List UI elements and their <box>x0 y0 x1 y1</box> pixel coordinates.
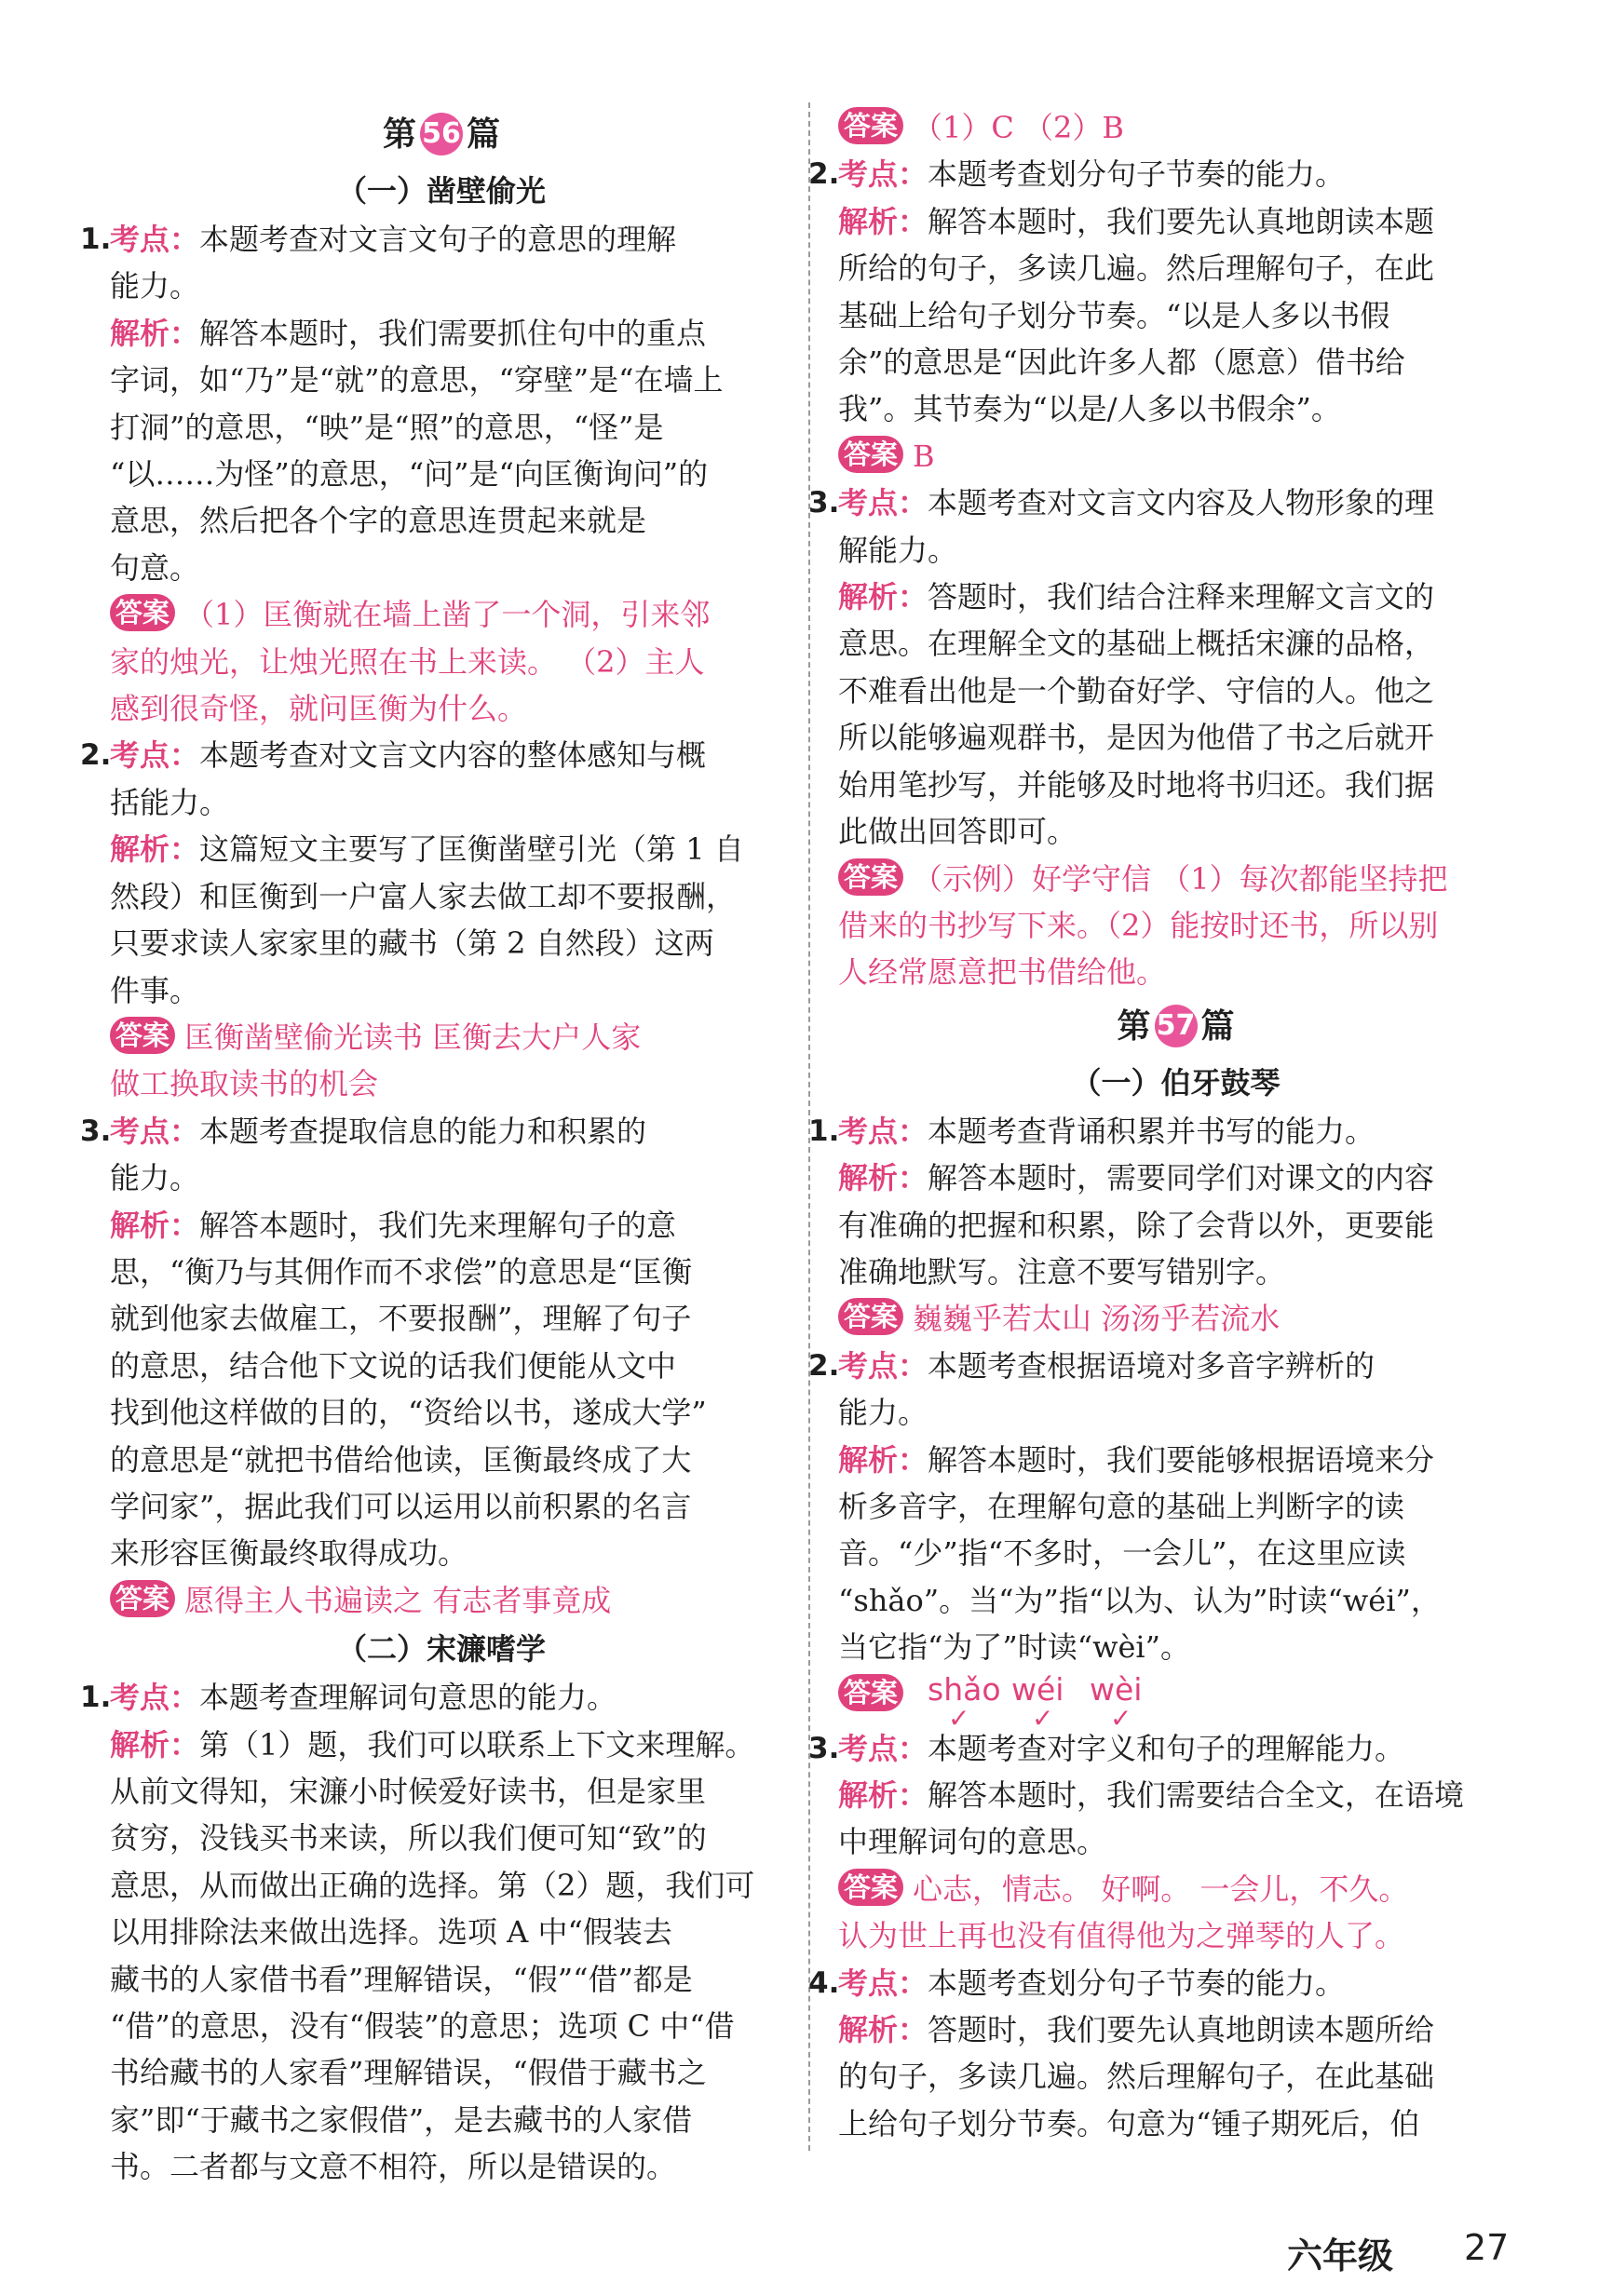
analysis-line <box>838 1772 1513 1818</box>
analysis-text: 解答本题时，我们需要结合全文，在语境 <box>928 1777 1465 1813</box>
answer-badge: 答案 <box>838 1674 903 1711</box>
question-line <box>80 216 773 263</box>
text-line: 此做出回答即可。 <box>838 814 1077 850</box>
answer-continuation: 人经常愿意把书借给他。 <box>838 954 1167 991</box>
answer-continuation: 做工换取读书的机会 <box>110 1066 379 1102</box>
answer-text: B <box>913 438 935 474</box>
section-title-57 <box>838 996 1513 1058</box>
passage-title: （二）宋濂嗜学 <box>336 1631 546 1668</box>
analysis-text: 解答本题时，我们先来理解句子的意 <box>199 1207 677 1243</box>
text-line: 字词，如“乃”是“就”的意思，“穿壁”是“在墙上 <box>110 362 724 398</box>
kaodian-label: 考点： <box>838 485 928 521</box>
passage-title: （一）凿壁偷光 <box>336 173 546 209</box>
question-number: 1. <box>80 1681 112 1715</box>
answer-badge: 答案 <box>110 1580 175 1617</box>
analysis-line <box>838 1437 1513 1483</box>
kaodian-text: 本题考查划分句子节奏的能力。 <box>928 156 1346 193</box>
text-line: “借”的意思，没有“假装”的意思；选项 C 中“借 <box>110 2008 735 2045</box>
kaodian-text: 本题考查对字义和句子的理解能力。 <box>928 1730 1405 1766</box>
jiexi-label: 解析： <box>110 831 200 868</box>
pinyin-answer: shǎo <box>928 1670 1001 1708</box>
pinyin-answer: wéi <box>1011 1670 1064 1708</box>
left-column <box>80 104 773 2191</box>
pinyin-answer-line <box>838 1670 1513 1734</box>
answer-badge: 答案 <box>838 436 903 473</box>
answer-line <box>838 856 1513 902</box>
jiexi-label: 解析： <box>838 203 928 239</box>
answer-continuation: 认为世上再也没有值得他为之弹琴的人了。 <box>838 1918 1405 1954</box>
text-line: 意思，然后把各个字的意思连贯起来就是 <box>110 503 647 539</box>
question-line <box>80 1674 773 1721</box>
text-line: 然段）和匡衡到一户富人家去做工却不要报酬， <box>110 878 737 914</box>
question-number: 4. <box>808 1965 840 2000</box>
pian-suffix: 篇 <box>1200 1006 1235 1046</box>
pian-number-badge: 56 <box>420 113 463 155</box>
text-line: 所以能够遍观群书，是因为他借了书之后就开 <box>838 720 1435 756</box>
text-line: 贫穷，没钱买书来读，所以我们便可知“致”的 <box>110 1820 707 1857</box>
text-line: 藏书的人家借书看”理解错误，“假”“借”都是 <box>110 1961 693 1997</box>
answer-text: （示例）好学守信 （1）每次都能坚持把 <box>913 860 1448 897</box>
answer-continuation: 家的烛光，让烛光照在书上来读。 （2）主人 <box>110 643 705 680</box>
question-line <box>808 479 1513 526</box>
answer-line <box>838 1295 1513 1342</box>
text-line: 家”即“于藏书之家假借”，是去藏书的人家借 <box>110 2101 693 2138</box>
answer-badge: 答案 <box>110 594 175 631</box>
text-line: 思，“衡乃与其佣作而不求偿”的意思是“匡衡 <box>110 1253 693 1290</box>
pian-number-badge: 57 <box>1155 1005 1198 1047</box>
text-line: 中理解词句的意思。 <box>838 1824 1107 1860</box>
jiexi-label: 解析： <box>838 579 928 615</box>
passage-title: （一）伯牙鼓琴 <box>1071 1064 1281 1101</box>
grade-label: 六年级 <box>1287 2235 1394 2276</box>
text-line: 来形容匡衡最终取得成功。 <box>110 1535 468 1572</box>
text-line: 有准确的把握和积累，除了会背以外，更要能 <box>838 1207 1435 1243</box>
question-number: 1. <box>808 1114 840 1148</box>
answer-text: 巍巍乎若太山 汤汤乎若流水 <box>913 1301 1281 1337</box>
answer-continuation: 感到很奇怪，就问匡衡为什么。 <box>110 691 528 727</box>
kaodian-text: 本题考查对文言文句子的意思的理解 <box>199 222 677 257</box>
pian-prefix: 第 <box>382 115 416 154</box>
text-line: 就到他家去做雇工，不要报酬”，理解了句子 <box>110 1301 692 1337</box>
analysis-text: 解答本题时，我们要先认真地朗读本题 <box>928 203 1435 239</box>
right-column <box>808 104 1513 2147</box>
analysis-text: 这篇短文主要写了匡衡凿壁引光（第 1 自 <box>199 831 744 868</box>
section-title-56 <box>110 104 773 166</box>
answer-line <box>838 1866 1513 1912</box>
answer-text: 心志，情志。 好啊。 一会儿，不久。 <box>913 1871 1409 1907</box>
kaodian-text: 本题考查根据语境对多音字辨析的 <box>928 1347 1375 1384</box>
jiexi-label: 解析： <box>838 1160 928 1196</box>
kaodian-label: 考点： <box>838 156 928 193</box>
answer-text: （1）匡衡就在墙上凿了一个洞，引来邻 <box>184 597 711 633</box>
text-line: 析多音字，在理解句意的基础上判断字的读 <box>838 1488 1405 1524</box>
text-line: 我”。其节奏为“以是/人多以书假余”。 <box>838 391 1341 427</box>
kaodian-label: 考点： <box>110 1680 200 1716</box>
kaodian-label: 考点： <box>838 1730 928 1766</box>
question-line <box>808 1343 1513 1389</box>
kaodian-label: 考点： <box>110 222 200 257</box>
kaodian-label: 考点： <box>110 1113 200 1149</box>
text-line: 的句子，多读几遍。然后理解句子，在此基础 <box>838 2059 1435 2095</box>
answer-text: （1）C （2）B <box>913 110 1124 145</box>
kaodian-text: 本题考查划分句子节奏的能力。 <box>928 1965 1346 2001</box>
analysis-text: 答题时，我们结合注释来理解文言文的 <box>928 579 1435 615</box>
analysis-text: 第（1）题，我们可以联系上下文来理解。 <box>199 1726 755 1763</box>
pian-suffix: 篇 <box>467 115 501 154</box>
text-line: 意思。在理解全文的基础上概括宋濂的品格， <box>838 626 1435 662</box>
kaodian-text: 本题考查提取信息的能力和积累的 <box>199 1113 647 1149</box>
page-number: 27 <box>1464 2227 1510 2268</box>
question-line <box>80 732 773 778</box>
analysis-line <box>838 574 1513 620</box>
analysis-line <box>110 826 773 872</box>
text-line: 能力。 <box>110 1160 200 1196</box>
analysis-line <box>110 310 773 357</box>
answer-text: 匡衡凿壁偷光读书 匡衡去大户人家 <box>184 1019 642 1055</box>
question-line <box>808 1960 1513 2006</box>
answer-badge: 答案 <box>838 858 903 896</box>
analysis-text: 解答本题时，我们需要抓住句中的重点 <box>199 315 707 351</box>
question-number: 2. <box>808 1348 840 1383</box>
jiexi-label: 解析： <box>110 315 200 351</box>
kaodian-label: 考点： <box>838 1113 928 1149</box>
analysis-line <box>838 2006 1513 2053</box>
answer-line <box>110 591 773 638</box>
text-line: 基础上给句子划分节奏。“以是人多以书假 <box>838 297 1390 333</box>
text-line: 能力。 <box>110 268 200 304</box>
jiexi-label: 解析： <box>838 2012 928 2048</box>
answer-line <box>838 433 1513 479</box>
text-line: 只要求读人家家里的藏书（第 2 自然段）这两 <box>110 925 714 962</box>
analysis-text: 答题时，我们要先认真地朗读本题所给 <box>928 2012 1435 2048</box>
analysis-line <box>838 198 1513 245</box>
question-number: 3. <box>808 1731 840 1765</box>
text-line: 上给句子划分节奏。句意为“锺子期死后，伯 <box>838 2105 1420 2141</box>
kaodian-text: 本题考查对文言文内容的整体感知与概 <box>199 737 707 774</box>
pinyin-answer: wèi <box>1090 1670 1143 1708</box>
right-lines <box>808 104 1513 2147</box>
text-line: 准确地默写。注意不要写错别字。 <box>838 1253 1286 1290</box>
question-line <box>808 1108 1513 1155</box>
text-line: “以……为怪”的意思，“问”是“向匡衡询问”的 <box>110 456 709 493</box>
question-line <box>80 1108 773 1155</box>
jiexi-label: 解析： <box>838 1441 928 1478</box>
left-lines <box>80 216 773 2191</box>
text-line: 所给的句子，多读几遍。然后理解句子，在此 <box>838 250 1435 287</box>
text-line: “shǎo”。当“为”指“以为、认为”时读“wéi”， <box>838 1582 1441 1618</box>
kaodian-text: 本题考查背诵积累并书写的能力。 <box>928 1113 1375 1149</box>
kaodian-label: 考点： <box>110 737 200 774</box>
text-line: 打洞”的意思，“映”是“照”的意思，“怪”是 <box>110 409 664 445</box>
text-line: 括能力。 <box>110 784 230 820</box>
text-line: 书给藏书的人家看”理解错误，“假借于藏书之 <box>110 2055 707 2091</box>
text-line: 音。“少”指“不多时，一会儿”，在这里应读 <box>838 1535 1406 1572</box>
jiexi-label: 解析： <box>110 1726 200 1763</box>
text-line: 意思，从而做出正确的选择。第（2）题，我们可 <box>110 1867 755 1903</box>
analysis-line <box>110 1202 773 1249</box>
text-line: 件事。 <box>110 972 200 1008</box>
pian-prefix: 第 <box>1117 1006 1151 1046</box>
question-line <box>808 1725 1513 1772</box>
text-line: 始用笔抄写，并能够及时地将书归还。我们据 <box>838 766 1435 803</box>
kaodian-label: 考点： <box>838 1965 928 2001</box>
question-number: 3. <box>808 486 840 520</box>
text-line: 的意思，结合他下文说的话我们便能从文中 <box>110 1347 677 1384</box>
analysis-text: 解答本题时，我们要能够根据语境来分 <box>928 1441 1435 1478</box>
text-line: 书。二者都与文意不相符，所以是错误的。 <box>110 2149 677 2185</box>
answer-line <box>110 1014 773 1060</box>
question-line <box>808 151 1513 197</box>
jiexi-label: 解析： <box>838 1777 928 1813</box>
analysis-line <box>838 1155 1513 1201</box>
kaodian-label: 考点： <box>838 1347 928 1384</box>
text-line: 能力。 <box>838 1395 928 1431</box>
text-line: 不难看出他是一个勤奋好学、守信的人。他之 <box>838 672 1435 709</box>
text-line: 余”的意思是“因此许多人都（愿意）借书给 <box>838 344 1405 381</box>
analysis-line <box>110 1722 773 1768</box>
question-number: 1. <box>80 223 112 256</box>
text-line: 从前文得知，宋濂小时候爱好读书，但是家里 <box>110 1774 707 1809</box>
answer-continuation: 借来的书抄写下来。（2）能按时还书，所以别 <box>838 907 1439 943</box>
text-line: 当它指“为了”时读“wèi”。 <box>838 1629 1191 1666</box>
text-line: 找到他这样做的目的，“资给以书，遂成大学” <box>110 1395 707 1431</box>
answer-badge: 答案 <box>110 1017 175 1054</box>
question-number: 3. <box>80 1114 112 1148</box>
kaodian-text: 本题考查理解词句意思的能力。 <box>199 1680 617 1716</box>
text-line: 的意思是“就把书借给他读，匡衡最终成了大 <box>110 1441 692 1478</box>
answer-badge: 答案 <box>838 1298 903 1335</box>
answer-badge: 答案 <box>838 1869 903 1906</box>
jiexi-label: 解析： <box>110 1207 200 1243</box>
answer-line <box>110 1577 773 1624</box>
check-mark-icon: ✓ <box>1110 1702 1132 1734</box>
question-number: 2. <box>80 738 112 773</box>
answer-line <box>838 104 1513 151</box>
check-mark-icon: ✓ <box>1032 1702 1054 1734</box>
text-line: 句意。 <box>110 549 200 586</box>
answer-badge: 答案 <box>838 107 903 144</box>
text-line: 学问家”，据此我们可以运用以前积累的名言 <box>110 1488 692 1524</box>
question-number: 2. <box>808 157 840 192</box>
text-line: 解能力。 <box>838 532 958 568</box>
check-mark-icon: ✓ <box>948 1702 970 1734</box>
analysis-text: 解答本题时，需要同学们对课文的内容 <box>928 1160 1435 1196</box>
text-line: 以用排除法来做出选择。选项 A 中“假装去 <box>110 1914 672 1951</box>
kaodian-text: 本题考查对文言文内容及人物形象的理 <box>928 485 1435 521</box>
answer-text: 愿得主人书遍读之 有志者事竟成 <box>184 1582 612 1618</box>
